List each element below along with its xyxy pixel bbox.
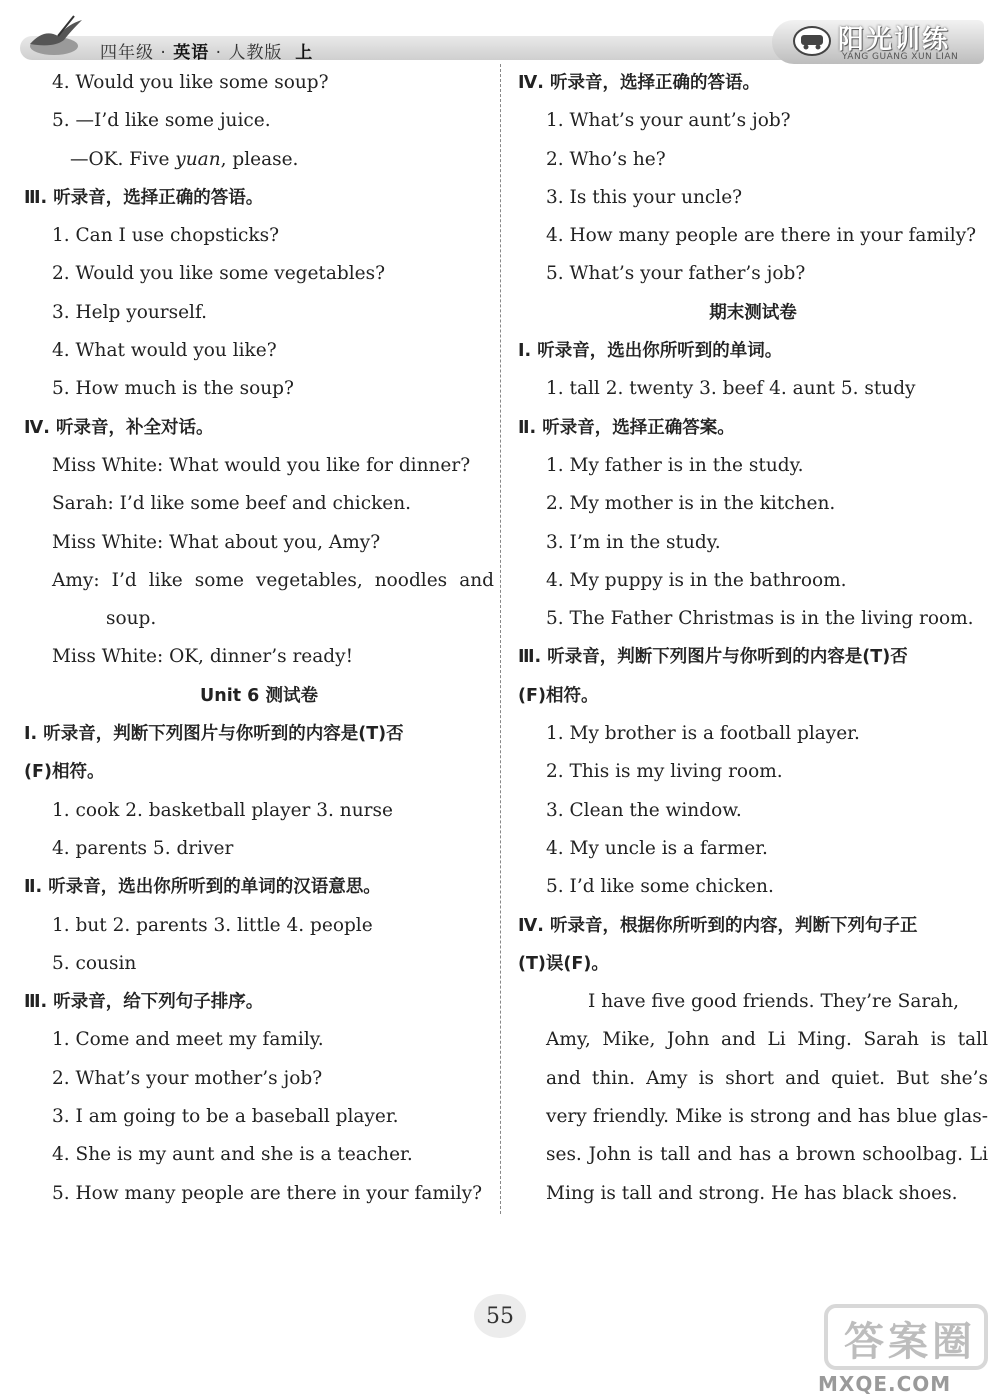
page-number: 55 — [486, 1304, 514, 1329]
question-line: Miss White: OK, dinner’s ready! — [52, 646, 354, 668]
section-heading: Ⅱ. 听录音，选择正确答案。 — [518, 417, 735, 438]
question-line: 1. Can I use chopsticks? — [52, 225, 280, 247]
question-line: 4. How many people are there in your family? — [546, 225, 977, 247]
question-line: 1. What’s your aunt’s job? — [546, 110, 791, 132]
question-line: 1. tall 2. twenty 3. beef 4. aunt 5. study — [546, 378, 916, 400]
question-line: 1. My brother is a football player. — [546, 723, 860, 745]
question-line: 2. My mother is in the kitchen. — [546, 493, 836, 515]
section-heading: Ⅲ. 听录音，选择正确的答语。 — [24, 187, 264, 208]
section-heading: Ⅰ. 听录音，选出你所听到的单词。 — [518, 341, 783, 362]
question-line: 5. How many people are there in your family? — [52, 1182, 483, 1204]
column-divider — [500, 64, 501, 1214]
section-heading: Ⅱ. 听录音，选出你所听到的单词的汉语意思。 — [24, 877, 381, 898]
section-heading: Ⅳ. 听录音，根据你所听到的内容，判断下列句子正 — [518, 915, 918, 936]
section-heading: Ⅰ. 听录音，判断下列图片与你听到的内容是(T)否 — [24, 724, 404, 745]
question-line: 1. but 2. parents 3. little 4. people — [52, 914, 373, 936]
question-line: 3. I am going to be a baseball player. — [52, 1106, 399, 1128]
question-line: 4. Would you like some soup? — [52, 72, 329, 93]
question-line: 1. cook 2. basketball player 3. nurse — [52, 799, 393, 821]
passage-line: and thin. Amy is short and quiet. But she’s — [546, 1067, 988, 1089]
question-line: 5. The Father Christmas is in the living room. — [546, 608, 974, 630]
test-title: Unit 6 测试卷 — [200, 685, 318, 706]
currency-word: yuan — [175, 148, 221, 170]
question-line: 5. I’d like some chicken. — [546, 876, 774, 898]
question-line: 2. This is my living room. — [546, 761, 783, 783]
dialogue-line: soup. — [106, 608, 157, 630]
section-heading: Ⅲ. 听录音，给下列句子排序。 — [24, 992, 264, 1013]
dialogue-line: Amy: I’d like some vegetables, noodles and — [52, 569, 494, 591]
right-column — [518, 64, 988, 1213]
question-line: 1. My father is in the study. — [546, 454, 804, 476]
section-heading: (T)误(F)。 — [518, 953, 609, 974]
left-column — [24, 64, 494, 1213]
question-line: 2. Who’s he? — [546, 148, 666, 170]
question-line: Sarah: I’d like some beef and chicken. — [52, 493, 412, 515]
passage-line: Ming is tall and strong. He has black shoes. — [546, 1182, 958, 1204]
question-line: 4. She is my aunt and she is a teacher. — [52, 1144, 413, 1166]
question-line: 3. Is this your uncle? — [546, 186, 743, 208]
passage-line: very friendly. Mike is strong and has blue glas- — [546, 1106, 988, 1128]
question-line: Miss White: What would you like for dinner? — [52, 454, 471, 476]
grade-label: 四年级 — [100, 43, 154, 63]
edition-label: 人教版 — [228, 43, 283, 63]
text-segment: , please. — [220, 148, 299, 170]
question-line: 3. Clean the window. — [546, 799, 742, 821]
question-line: 4. parents 5. driver — [52, 837, 234, 859]
question-line: Miss White: What about you, Amy? — [52, 531, 381, 553]
watermark-cn: 答案圈 — [844, 1319, 976, 1365]
brand-title: 阳光训练 — [838, 25, 951, 55]
question-line: 2. What’s your mother’s job? — [52, 1067, 323, 1089]
subject-label: 英语 — [173, 43, 210, 63]
passage-line: I have five good friends. They’re Sarah, — [588, 991, 960, 1013]
section-heading: Ⅲ. 听录音，判断下列图片与你听到的内容是(T)否 — [518, 647, 908, 668]
question-line: 5. What’s your father’s job? — [546, 263, 806, 285]
section-heading: (F)相符。 — [24, 762, 105, 783]
passage-line: ses. John is tall and has a brown schoolbag. Li — [546, 1144, 988, 1166]
section-heading: Ⅳ. 听录音，补全对话。 — [24, 417, 214, 438]
question-line: 5. How much is the soup? — [52, 378, 294, 400]
swallow-pen-logo-icon — [24, 14, 84, 58]
passage-line: Amy, Mike, John and Li Ming. Sarah is tall — [546, 1029, 988, 1051]
volume-label: 上 — [295, 43, 314, 63]
bus-emblem-icon — [792, 24, 832, 58]
brand-subtitle: YANG GUANG XUN LIAN — [842, 52, 959, 62]
question-line: 3. Help yourself. — [52, 301, 208, 323]
book-info: 四年级 · 英语 · 人教版 上 — [100, 43, 314, 63]
test-title: 期末测试卷 — [709, 302, 797, 323]
question-line: 5. —I’d like some juice. — [52, 110, 271, 132]
text-segment: —OK. Five — [70, 148, 176, 170]
question-line: 4. My uncle is a farmer. — [546, 837, 768, 859]
section-heading: (F)相符。 — [518, 685, 599, 706]
question-line: 3. I’m in the study. — [546, 531, 721, 553]
dialogue-line — [24, 141, 494, 179]
question-line: 2. Would you like some vegetables? — [52, 263, 386, 285]
question-line: 1. Come and meet my family. — [52, 1029, 324, 1051]
section-heading: Ⅳ. 听录音，选择正确的答语。 — [518, 73, 760, 93]
watermark-url: MXQE.COM — [818, 1372, 952, 1396]
question-line: 5. cousin — [52, 952, 137, 974]
page-header — [0, 0, 1000, 68]
question-line: 4. My puppy is in the bathroom. — [546, 569, 847, 591]
question-line: 4. What would you like? — [52, 340, 277, 362]
